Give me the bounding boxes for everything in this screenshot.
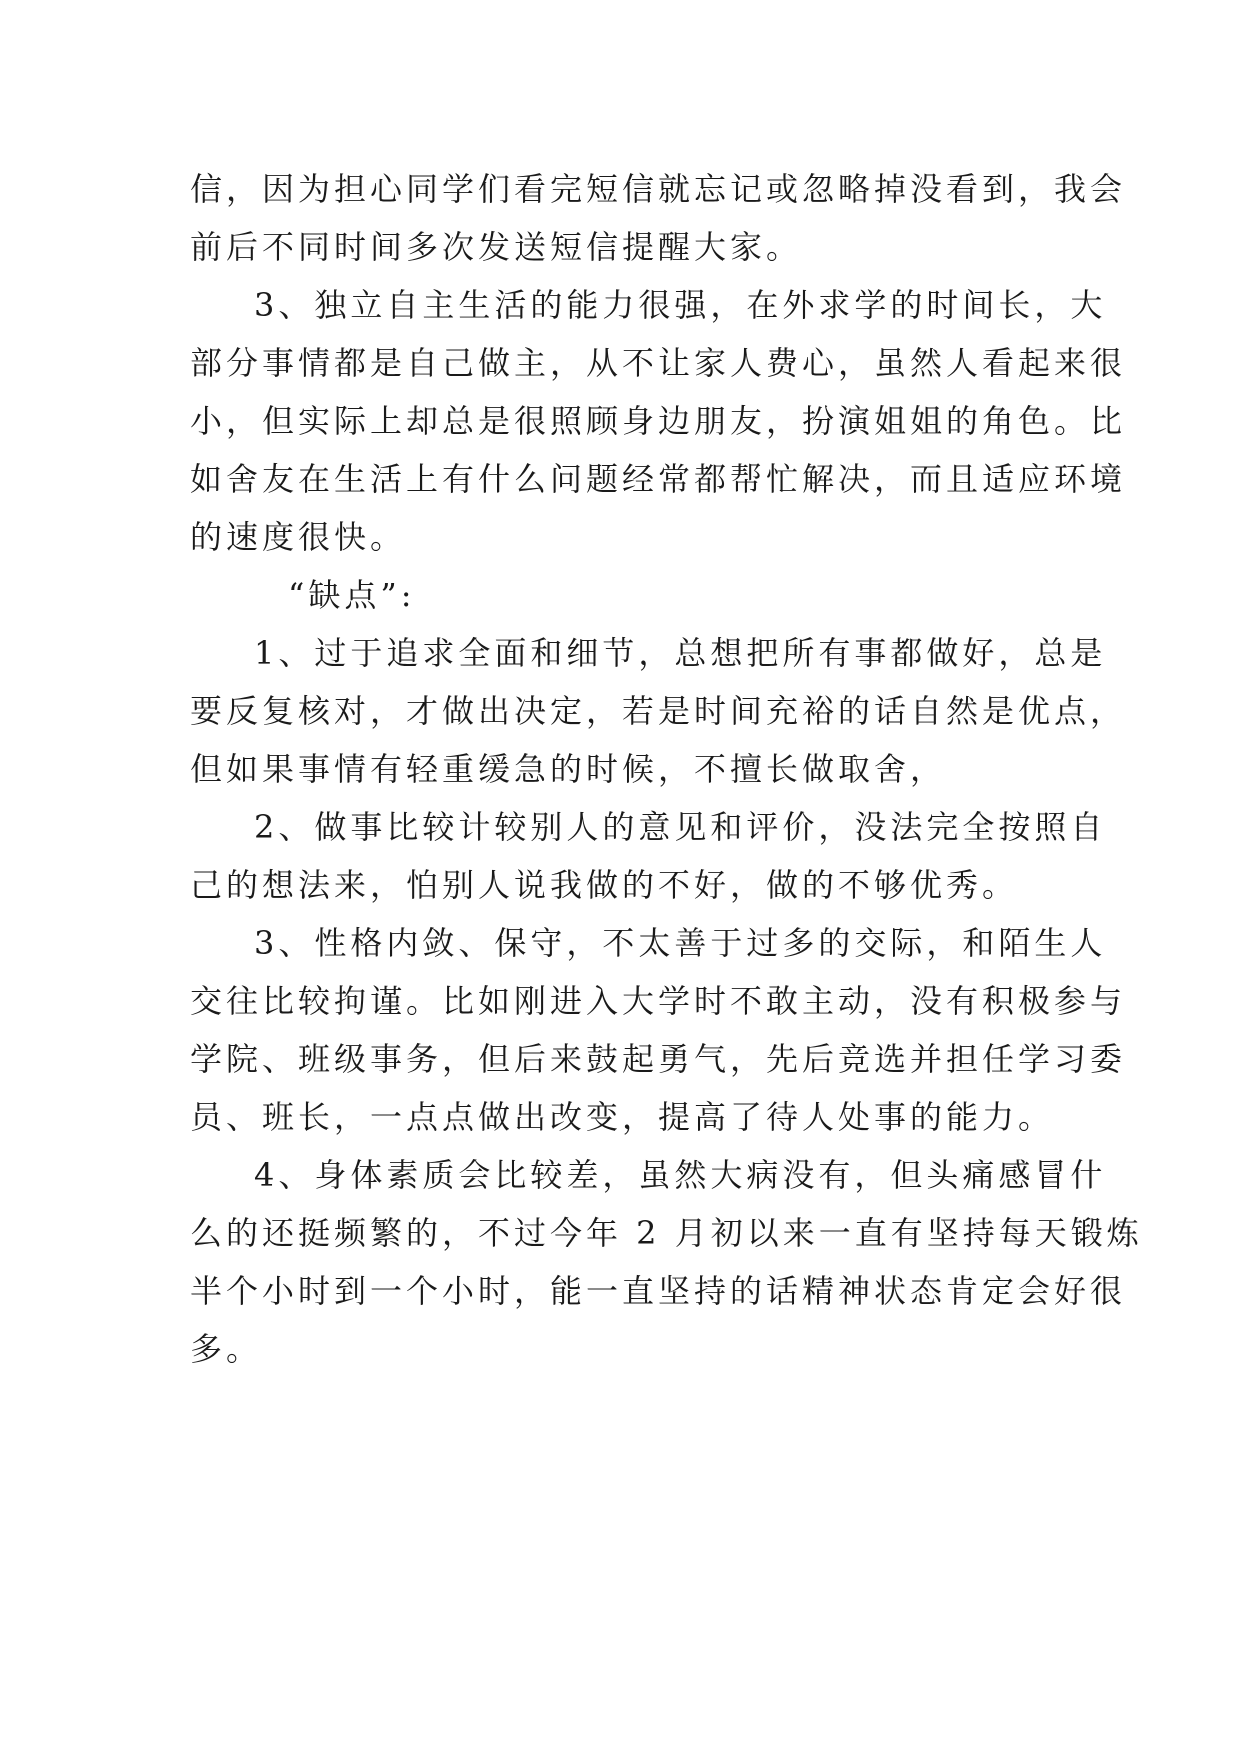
text-line: 小，但实际上却总是很照顾身边朋友，扮演姐姐的角色。比 <box>190 402 1127 440</box>
text-line: 要反复核对，才做出决定，若是时间充裕的话自然是优点， <box>190 692 1127 730</box>
text-line: 1、过于追求全面和细节，总想把所有事都做好，总是 <box>254 634 1107 672</box>
text-line: 多。 <box>190 1330 263 1368</box>
text-line: 信，因为担心同学们看完短信就忘记或忽略掉没看到，我会 <box>190 170 1127 208</box>
text-line: 4、身体素质会比较差，虽然大病没有，但头痛感冒什 <box>254 1156 1107 1194</box>
text-line: 部分事情都是自己做主，从不让家人费心，虽然人看起来很 <box>190 344 1127 382</box>
text-line: 么的还挺频繁的，不过今年 2 月初以来一直有坚持每天锻炼 <box>190 1214 1143 1252</box>
document-body <box>190 160 1143 1378</box>
text-line: 半个小时到一个小时，能一直坚持的话精神状态肯定会好很 <box>190 1272 1127 1310</box>
text-line: 交往比较拘谨。比如刚进入大学时不敢主动，没有积极参与 <box>190 982 1127 1020</box>
section-heading: “缺点”: <box>288 576 416 614</box>
text-line: 2、做事比较计较别人的意见和评价，没法完全按照自 <box>254 808 1107 846</box>
text-line: 员、班长，一点点做出改变，提高了待人处事的能力。 <box>190 1098 1055 1136</box>
text-line: 3、独立自主生活的能力很强，在外求学的时间长，大 <box>254 286 1107 324</box>
text-line: 己的想法来，怕别人说我做的不好，做的不够优秀。 <box>190 866 1019 904</box>
text-line: 如舍友在生活上有什么问题经常都帮忙解决，而且适应环境 <box>190 460 1127 498</box>
text-line: 前后不同时间多次发送短信提醒大家。 <box>190 228 803 266</box>
text-line: 3、性格内敛、保守，不太善于过多的交际，和陌生人 <box>254 924 1107 962</box>
text-line: 但如果事情有轻重缓急的时候，不擅长做取舍， <box>190 750 947 788</box>
text-line: 的速度很快。 <box>190 518 407 556</box>
text-line: 学院、班级事务，但后来鼓起勇气，先后竞选并担任学习委 <box>190 1040 1127 1078</box>
